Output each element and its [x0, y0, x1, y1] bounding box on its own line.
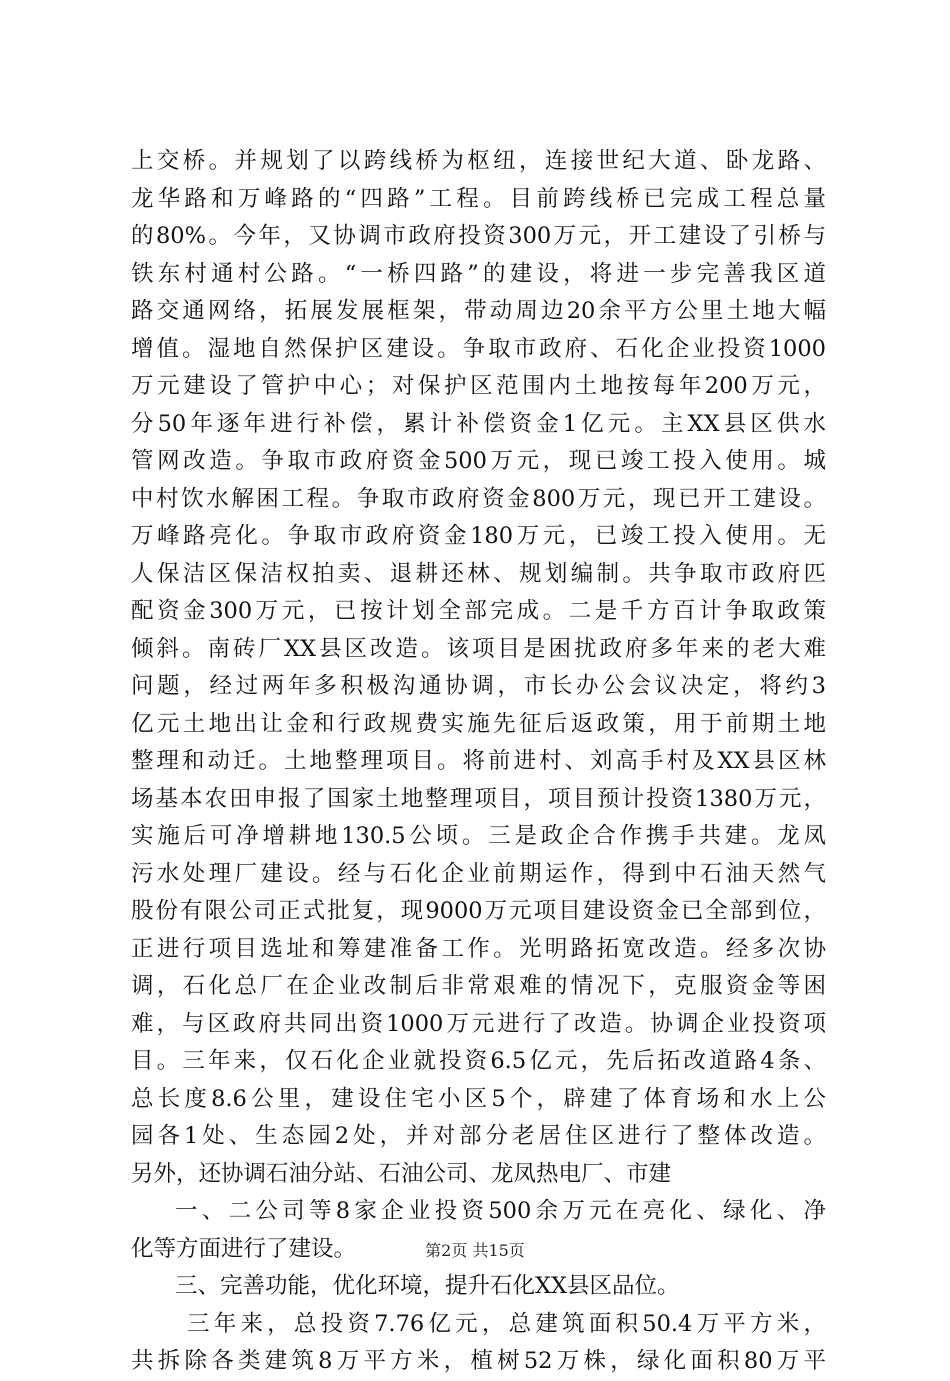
text-line: 龙华路和万峰路的“四路”工程。目前跨线桥已完成工程总量	[131, 185, 826, 212]
text-line: 污水处理厂建设。经与石化企业前期运作，得到中石油天然气	[131, 860, 826, 887]
text-line: 调，石化总厂在企业改制后非常艰难的情况下，克服资金等困	[131, 973, 826, 999]
text-line: 中村饮水解困工程。争取市政府资金800万元，现已开工建设。	[131, 485, 826, 512]
text-line: 实施后可净增耕地130.5公顷。三是政企合作携手共建。龙凤	[131, 823, 826, 849]
page-number-footer: 第2页 共15页	[425, 1241, 525, 1260]
text-line: 正进行项目选址和筹建准备工作。光明路拓宽改造。经多次协	[131, 935, 826, 962]
text-line: 的80%。今年，又协调市政府投资300万元，开工建设了引桥与	[131, 223, 826, 249]
text-line: 共拆除各类建筑8万平方米，植树52万株，绿化面积80万平	[131, 1348, 826, 1374]
text-line: 化等方面进行了建设。	[131, 1235, 357, 1262]
text-line: 人保洁区保洁权拍卖、退耕还林、规划编制。共争取市政府匹	[131, 560, 826, 587]
text-line: 万元建设了管护中心；对保护区范围内土地按每年200万元，	[131, 373, 826, 399]
document-body	[131, 143, 826, 1381]
text-line: 路交通网络，拓展发展框架，带动周边20余平方公里土地大幅	[131, 298, 826, 324]
text-line: 场基本农田申报了国家土地整理项目，项目预计投资1380万元，	[131, 785, 826, 812]
text-line: 配资金300万元，已按计划全部完成。二是千方百计争取政策	[131, 598, 826, 624]
text-line: 上交桥。并规划了以跨线桥为枢纽，连接世纪大道、卧龙路、	[131, 148, 826, 174]
text-line: 难，与区政府共同出资1000万元进行了改造。协调企业投资项	[131, 1010, 826, 1037]
text-line: 股份有限公司正式批复，现9000万元项目建设资金已全部到位，	[131, 898, 826, 924]
text-line: 管网改造。争取市政府资金500万元，现已竣工投入使用。城	[131, 448, 826, 474]
text-line: 三年来，总投资7.76亿元，总建筑面积50.4万平方米，	[187, 1310, 826, 1337]
text-line: 另外，还协调石油分站、石油公司、龙凤热电厂、市建	[131, 1160, 672, 1187]
text-line: 增值。湿地自然保护区建设。争取市政府、石化企业投资1000	[131, 335, 826, 362]
section-heading: 三、完善功能，优化环境，提升石化XX县区品位。	[175, 1273, 680, 1299]
text-line: 目。三年来，仅石化企业就投资6.5亿元，先后拓改道路4条、	[131, 1048, 826, 1074]
text-line: 总长度8.6公里，建设住宅小区5个，辟建了体育场和水上公	[131, 1085, 826, 1112]
text-line: 问题，经过两年多积极沟通协调，市长办公会议决定，将约3	[131, 673, 826, 699]
text-line: 倾斜。南砖厂XX县区改造。该项目是困扰政府多年来的老大难	[131, 635, 826, 662]
text-line: 一、二公司等8家企业投资500余万元在亮化、绿化、净	[175, 1198, 826, 1224]
text-line: 铁东村通村公路。“一桥四路”的建设，将进一步完善我区道	[131, 260, 826, 287]
text-line: 亿元土地出让金和行政规费实施先征后返政策，用于前期土地	[131, 710, 826, 737]
text-line: 整理和动迁。土地整理项目。将前进村、刘高手村及XX县区林	[131, 748, 826, 774]
text-line: 分50年逐年进行补偿，累计补偿资金1亿元。主XX县区供水	[131, 410, 826, 437]
text-line: 万峰路亮化。争取市政府资金180万元，已竣工投入使用。无	[131, 523, 826, 549]
text-line: 园各1处、生态园2处，并对部分老居住区进行了整体改造。	[131, 1123, 826, 1149]
